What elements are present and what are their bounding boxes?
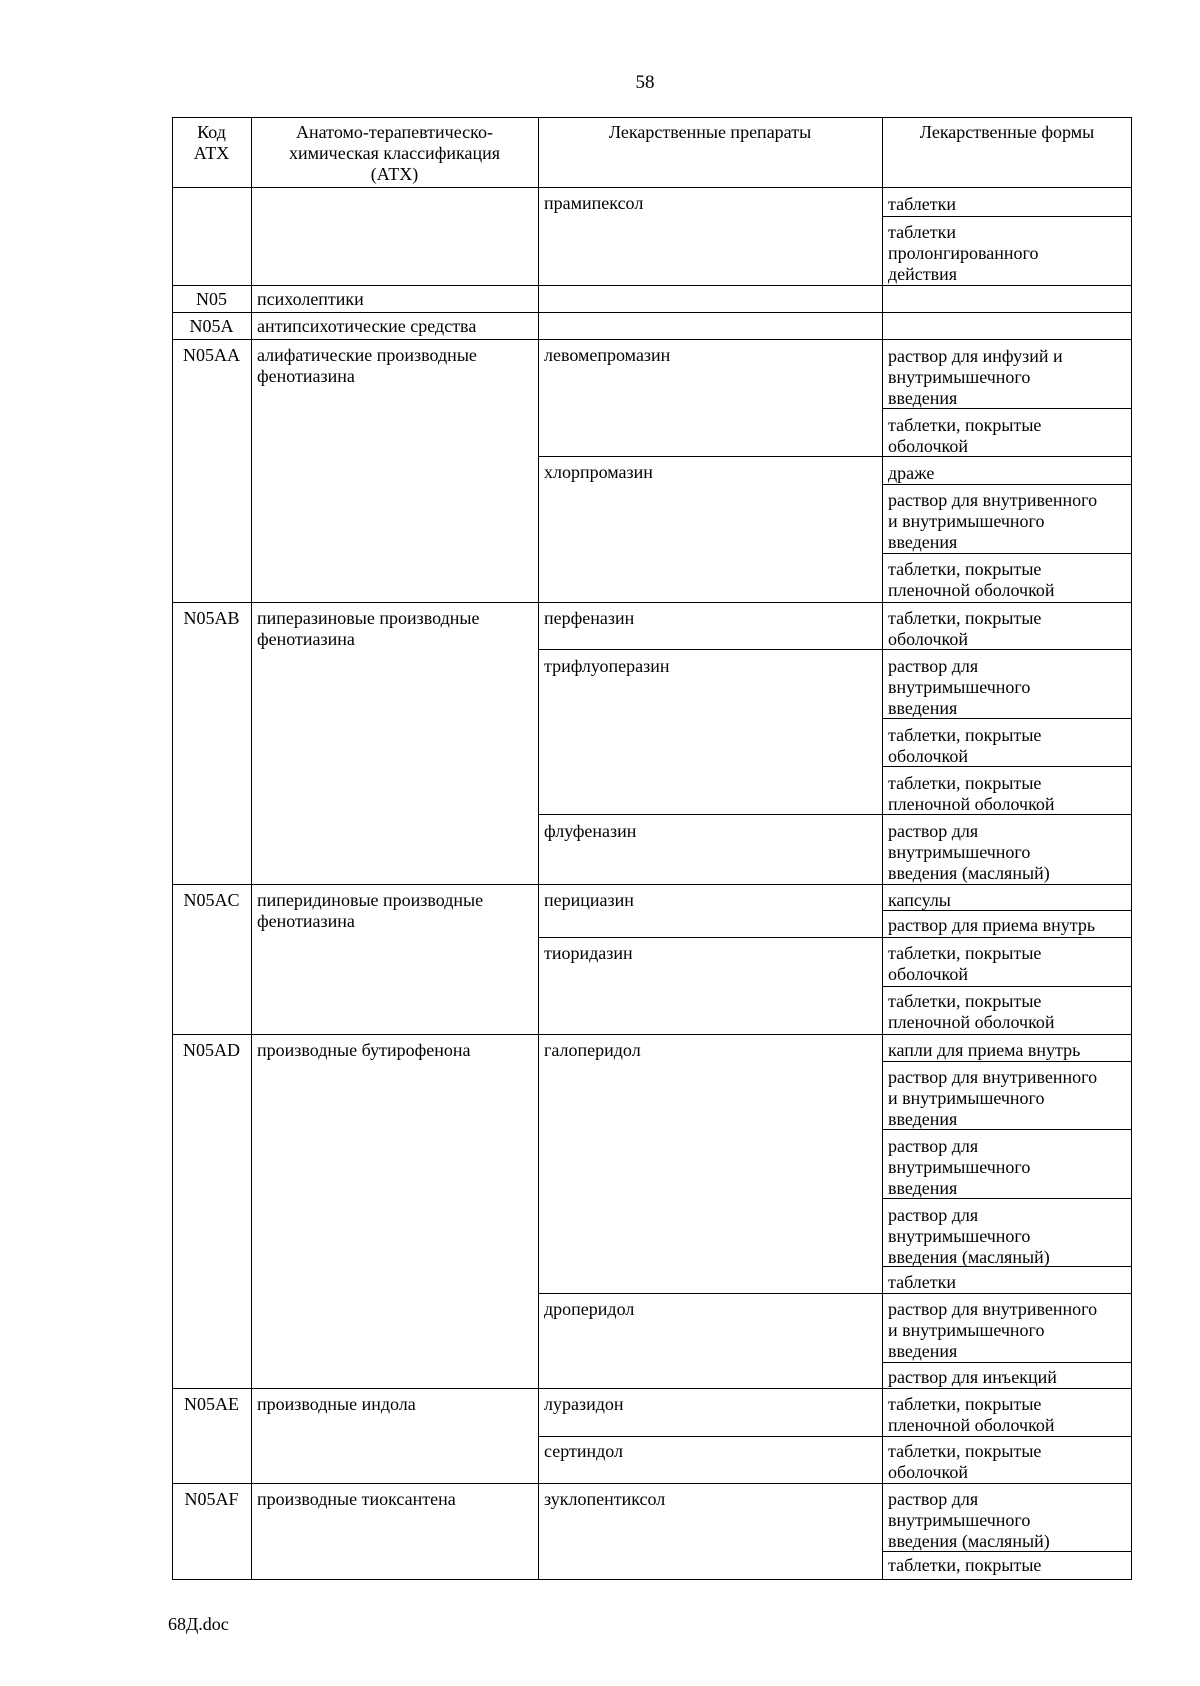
header-drugs: Лекарственные препараты [608, 122, 812, 142]
dosage-form: раствор для внутримышечного введения (масляный) [888, 821, 1050, 883]
dosage-form: раствор для инфузий и внутримышечного введения [888, 346, 1063, 408]
dosage-form: раствор для внутривенного и внутримышечного введения [888, 490, 1098, 552]
form-divider [882, 553, 1132, 554]
row-divider [172, 602, 1132, 603]
column-divider [251, 117, 252, 1580]
form-divider [882, 1061, 1132, 1062]
dosage-form: капли для приема внутрь [888, 1040, 1081, 1060]
drug-name: левомепромазин [544, 345, 671, 365]
dosage-form: таблетки, покрытые оболочкой [888, 608, 1042, 649]
form-divider [882, 216, 1132, 217]
drug-name: хлорпромазин [544, 462, 653, 482]
form-divider [882, 986, 1132, 987]
column-divider [538, 117, 539, 1580]
atc-code: N05AB [183, 608, 240, 628]
dosage-form: раствор для приема внутрь [888, 915, 1096, 935]
dosage-form: таблетки, покрытые пленочной оболочкой [888, 991, 1055, 1032]
drug-divider [538, 1436, 1132, 1437]
atc-name: производные индола [257, 1394, 416, 1414]
drug-divider [538, 1293, 1132, 1294]
drug-name: дроперидол [544, 1299, 635, 1319]
form-divider [882, 484, 1132, 485]
footer-filename: 68Д.doc [168, 1614, 229, 1634]
dosage-form: капсулы [888, 890, 951, 910]
drug-name: перициазин [544, 890, 634, 910]
drug-name: перфеназин [544, 608, 635, 628]
dosage-form: раствор для внутримышечного введения [888, 1136, 1031, 1198]
form-divider [882, 1362, 1132, 1363]
row-divider [172, 1388, 1132, 1389]
atc-code: N05AF [184, 1489, 239, 1509]
drug-name: луразидон [544, 1394, 624, 1414]
row-divider [172, 1034, 1132, 1035]
atc-code: N05AC [183, 890, 240, 910]
dosage-form: таблетки, покрытые пленочной оболочкой [888, 559, 1055, 600]
atc-code: N05AD [183, 1040, 240, 1060]
atc-code: N05AA [183, 345, 240, 365]
drug-name: трифлуоперазин [544, 656, 670, 676]
page-number: 58 [635, 72, 655, 93]
dosage-form: раствор для внутривенного и внутримышечного введения [888, 1067, 1098, 1129]
dosage-form: таблетки, покрытые пленочной оболочкой [888, 773, 1055, 814]
dosage-form: раствор для внутримышечного введения (масляный) [888, 1205, 1050, 1267]
dosage-form: раствор для внутримышечного введения [888, 656, 1031, 718]
dosage-form: таблетки, покрытые пленочной оболочкой [888, 1394, 1055, 1435]
drug-name: тиоридазин [544, 943, 633, 963]
row-divider [172, 884, 1132, 885]
header-code: Код АТХ [193, 122, 230, 163]
atc-code: N05A [189, 316, 234, 336]
drug-name: прамипексол [544, 193, 644, 213]
drug-name: галоперидол [544, 1040, 641, 1060]
header-forms: Лекарственные формы [919, 122, 1095, 142]
row-divider [172, 285, 1132, 286]
atc-name: производные бутирофенона [257, 1040, 471, 1060]
dosage-form: раствор для внутримышечного введения (масляный) [888, 1489, 1050, 1551]
drug-divider [538, 937, 1132, 938]
drug-divider [538, 456, 1132, 457]
drug-name: сертиндол [544, 1441, 623, 1461]
atc-name: пиперазиновые производные фенотиазина [257, 608, 480, 649]
row-divider [172, 187, 1132, 188]
atc-code: N05 [196, 289, 227, 309]
atc-name: антипсихотические средства [257, 316, 477, 336]
header-classification: Анатомо-терапевтическо- химическая классификация (АТХ) [288, 122, 500, 184]
row-divider [172, 339, 1132, 340]
dosage-form: таблетки, покрытые оболочкой [888, 1441, 1042, 1482]
dosage-form: таблетки, покрытые оболочкой [888, 415, 1042, 456]
dosage-form: раствор для инъекций [888, 1367, 1057, 1387]
dosage-form: драже [888, 463, 935, 483]
atc-name: алифатические производные фенотиазина [257, 345, 477, 386]
dosage-form: таблетки пролонгированного действия [888, 222, 1039, 284]
atc-name: производные тиоксантена [257, 1489, 456, 1509]
row-divider [172, 1483, 1132, 1484]
atc-name: психолептики [257, 289, 364, 309]
row-divider [172, 312, 1132, 313]
dosage-form: таблетки, покрытые [888, 1555, 1042, 1575]
dosage-form: таблетки, покрытые оболочкой [888, 725, 1042, 766]
atc-code: N05AE [184, 1394, 239, 1414]
drug-name: зуклопентиксол [544, 1489, 666, 1509]
drug-divider [538, 649, 1132, 650]
column-divider [882, 117, 883, 1580]
atc-name: пиперидиновые производные фенотиазина [257, 890, 484, 931]
dosage-form: таблетки [888, 194, 957, 214]
dosage-form: таблетки [888, 1272, 957, 1292]
drug-name: флуфеназин [544, 821, 637, 841]
dosage-form: раствор для внутривенного и внутримышечного введения [888, 1299, 1098, 1361]
dosage-form: таблетки, покрытые оболочкой [888, 943, 1042, 984]
